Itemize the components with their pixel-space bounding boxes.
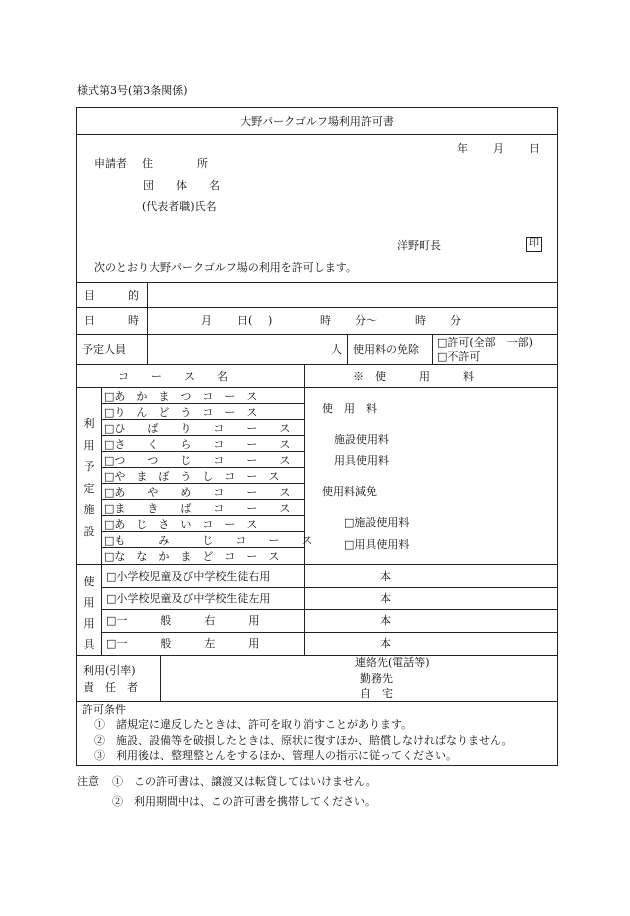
row-line (76, 387, 558, 388)
row-line (76, 364, 558, 365)
datetime-label: 日 時 (84, 314, 139, 327)
equipment-fee-label: 用具使用料 (334, 454, 389, 467)
course-checkbox-sakura[interactable]: □さ く ら コ ー ス (104, 438, 291, 451)
usage-fee-label: 使 用 料 (322, 402, 377, 415)
course-checkbox-yamaboushi[interactable]: □や ま ぼ う し コ ー ス (104, 470, 280, 483)
equipment-row-line (101, 587, 558, 588)
course-row-line (101, 419, 304, 420)
course-checkbox-nanakamado[interactable]: □な な か ま ど コ ー ス (104, 550, 280, 563)
equipment-checkbox-youth-right[interactable]: □小学校児童及び中学校生徒右用 (106, 570, 271, 583)
responsible-label-line1: 利用(引率) (83, 664, 136, 677)
equipment-row-line (101, 609, 558, 610)
permit-statement: 次のとおり大野パークゴルフ場の利用を許可します。 (94, 261, 357, 274)
side-label-column-line (101, 387, 102, 655)
equipment-checkbox-youth-left[interactable]: □小学校児童及び中学校生徒左用 (106, 592, 271, 605)
table-border-left (76, 107, 77, 766)
row-line (76, 655, 558, 656)
course-row-line (101, 483, 304, 484)
course-row-line (101, 403, 304, 404)
fee-exemption-deny-checkbox[interactable]: □不許可 (437, 350, 481, 363)
equipment-checkbox-general-left[interactable]: □一 般 左 用 (106, 637, 260, 650)
course-checkbox-ajisai[interactable]: □あ じ さ い コ ー ス (104, 518, 258, 531)
responsible-work-label: 勤務先 (360, 672, 393, 685)
table-border-bottom (76, 765, 558, 766)
people-unit: 人 (331, 343, 342, 356)
course-row-line (101, 435, 304, 436)
course-checkbox-ayame[interactable]: □あ や め コ ー ス (104, 486, 291, 499)
issuer-label: 洋野町長 (397, 239, 441, 252)
datetime-day: 日( (237, 314, 253, 327)
fee-exemption-column-line (347, 334, 348, 364)
form-number: 様式第3号(第3条関係) (77, 84, 188, 97)
purpose-label: 目 的 (84, 289, 139, 302)
label-column-line (147, 282, 148, 364)
course-checkbox-tsutsuji[interactable]: □つ つ じ コ ー ス (104, 454, 291, 467)
equipment-unit: 本 (380, 592, 391, 605)
table-border-right (557, 107, 558, 766)
seal-mark: 印 (526, 237, 542, 252)
facility-fee-exempt-checkbox[interactable]: □施設使用料 (344, 516, 410, 529)
equipment-unit: 本 (380, 570, 391, 583)
course-checkbox-hibari[interactable]: □ひ ば り コ ー ス (104, 422, 291, 435)
responsible-column-line (160, 655, 161, 701)
equipment-row-line (101, 632, 558, 633)
course-row-line (101, 499, 304, 500)
datetime-minute-start: 分〜 (355, 314, 377, 327)
course-checkbox-rindou[interactable]: □り ん ど う コ ー ス (104, 406, 258, 419)
datetime-month: 月 (201, 314, 212, 327)
equipment-checkbox-general-right[interactable]: □一 般 右 用 (106, 614, 260, 627)
fee-exemption-permit-checkbox[interactable]: □許可(全部 一部) (437, 336, 533, 349)
fee-exemption-section-label: 使用料減免 (322, 485, 377, 498)
responsible-contact-label: 連絡先(電話等) (355, 656, 430, 669)
row-line (76, 334, 558, 335)
row-line (76, 564, 558, 565)
row-line (76, 134, 558, 135)
people-label (82, 344, 142, 355)
equipment-fee-exempt-checkbox[interactable]: □用具使用料 (344, 538, 410, 551)
fee-exemption-column-line (432, 334, 433, 364)
course-checkbox-makiba[interactable]: □ま き ば コ ー ス (104, 502, 291, 515)
course-row-line (101, 467, 304, 468)
course-row-line (101, 547, 304, 548)
course-checkbox-momiji[interactable]: □も み じ コ ー ス (104, 534, 313, 547)
row-line (76, 701, 558, 702)
responsible-home-label: 自 宅 (360, 687, 393, 700)
applicant-address-label: 住 所 (142, 157, 208, 170)
notes-label: 注意 (77, 775, 99, 788)
form-title: 大野パークゴルフ場利用許可書 (240, 115, 394, 128)
condition-item: ② 施設、設備等を破損したときは、原状に復すほか、賠償しなければなりません。 (94, 734, 513, 747)
date-day-label: 日 (529, 142, 540, 155)
applicant-label: 申請者 (94, 157, 127, 170)
course-row-line (101, 531, 304, 532)
date-year-label: 年 (457, 142, 468, 155)
facility-label: 利用予定施設 (83, 417, 95, 538)
applicant-name-label: (代表者職)氏名 (142, 200, 217, 213)
date-month-label: 月 (493, 142, 504, 155)
fee-header: ※ 使 用 料 (353, 370, 474, 383)
course-row-line (101, 451, 304, 452)
table-border-top (76, 107, 558, 108)
people-label-text: 予定人員 (82, 343, 126, 356)
condition-item: ① 諸規定に違反したときは、許可を取り消すことがあります。 (94, 718, 413, 731)
purpose-field[interactable] (150, 285, 555, 305)
note-item: ② 利用期間中は、この許可書を携帯してください。 (112, 795, 376, 808)
course-row-line (101, 515, 304, 516)
row-line (76, 282, 558, 283)
row-line (76, 307, 558, 308)
equipment-unit: 本 (380, 614, 391, 627)
fee-column-line (304, 364, 305, 655)
applicant-group-label: 団 体 名 (143, 179, 220, 192)
facility-fee-label: 施設使用料 (334, 433, 389, 446)
datetime-paren-close: ) (268, 314, 273, 327)
condition-item: ③ 利用後は、整理整とんをするほか、管理人の指示に従ってください。 (94, 749, 457, 762)
course-checkbox-akamatsu[interactable]: □あ か ま つ コ ー ス (104, 390, 258, 403)
equipment-unit: 本 (380, 637, 391, 650)
equipment-label: 使用用具 (83, 575, 95, 651)
datetime-hour-start: 時 (320, 314, 331, 327)
fee-exemption-label: 使用料の免除 (353, 343, 419, 356)
responsible-label-line2: 責 任 者 (83, 681, 138, 694)
conditions-title: 許可条件 (82, 703, 126, 716)
datetime-minute-end: 分 (450, 314, 461, 327)
note-item: ① この許可書は、譲渡又は転貸してはいけません。 (112, 775, 377, 788)
datetime-hour-end: 時 (415, 314, 426, 327)
course-header: コ ー ス 名 (118, 370, 228, 383)
